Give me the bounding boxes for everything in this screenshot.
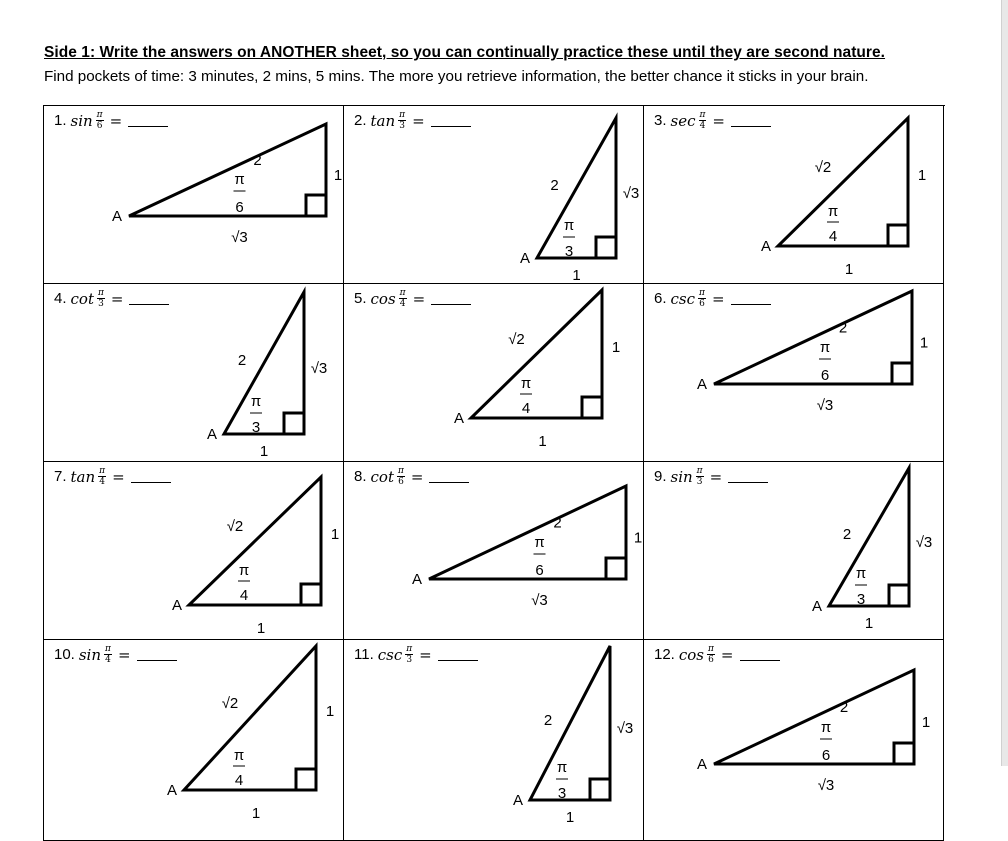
- fraction-numerator: π: [397, 466, 404, 476]
- adjacent-label: 1: [538, 433, 547, 450]
- hypotenuse-label: √2: [226, 518, 244, 535]
- fraction-numerator: π: [97, 288, 104, 298]
- vertical-scrollbar[interactable]: [1001, 0, 1008, 766]
- problem-cell-1: [44, 106, 344, 284]
- angle-numerator: π: [234, 171, 245, 188]
- angle-denominator: 3: [557, 785, 567, 802]
- hypotenuse-label: 2: [253, 152, 262, 169]
- fraction-numerator: π: [105, 644, 111, 654]
- trig-function: cos: [678, 645, 704, 664]
- problem-number: 4.: [54, 290, 67, 307]
- angle-numerator: π: [233, 747, 245, 764]
- adjacent-label: 1: [572, 267, 581, 284]
- problem-cell-11: [344, 640, 644, 841]
- right-angle-marker: [582, 397, 602, 418]
- adjacent-label: √3: [817, 777, 835, 794]
- right-triangle-diagram: [44, 284, 343, 462]
- hypotenuse-label: 2: [553, 514, 562, 532]
- trig-function: csc: [377, 645, 403, 664]
- equals-sign: =: [720, 645, 734, 664]
- fraction-denominator: 4: [105, 655, 111, 665]
- angle-denominator: 3: [251, 419, 261, 436]
- trig-function: csc: [670, 289, 696, 308]
- right-angle-marker: [892, 363, 912, 384]
- angle-denominator: 4: [234, 772, 244, 789]
- fraction-denominator: 6: [96, 121, 103, 131]
- angle-numerator: π: [820, 719, 832, 736]
- opposite-label: 1: [917, 167, 927, 184]
- fraction-denominator: 6: [708, 655, 714, 665]
- right-angle-marker: [889, 585, 909, 606]
- fraction-numerator: π: [708, 644, 714, 654]
- equals-sign: =: [419, 645, 432, 664]
- hypotenuse-label: 2: [839, 699, 849, 716]
- problem-number: 7.: [54, 468, 67, 485]
- problem-row-4: [44, 640, 945, 841]
- angle-numerator: π: [563, 217, 575, 234]
- worksheet-instructions: Find pockets of time: 3 minutes, 2 mins, 5 mins. The more you retrieve information, the better chance it sticks in your brain.: [44, 68, 869, 85]
- problem-number: 6.: [654, 290, 667, 307]
- angle-denominator: 6: [235, 199, 244, 216]
- right-triangle-diagram: [44, 106, 343, 284]
- problem-cell-10: [44, 640, 344, 841]
- right-triangle-diagram: [44, 640, 343, 840]
- problem-cell-4: [44, 284, 344, 462]
- problem-number: 2.: [354, 112, 367, 129]
- fraction-numerator: π: [399, 110, 406, 120]
- trig-function: sin: [70, 111, 93, 130]
- hypotenuse-label: 2: [842, 526, 852, 543]
- trig-function: sin: [670, 467, 693, 486]
- opposite-label: 1: [919, 334, 929, 352]
- problem-number: 3.: [654, 112, 667, 129]
- problem-grid: [43, 105, 945, 841]
- vertex-label-a: A: [206, 426, 217, 443]
- angle-numerator: π: [250, 393, 262, 410]
- angle-numerator: π: [827, 203, 839, 220]
- equals-sign: =: [110, 289, 124, 308]
- angle-denominator: 6: [820, 367, 830, 384]
- trig-function: sin: [78, 645, 102, 664]
- equals-sign: =: [410, 467, 424, 486]
- angle-denominator: 3: [856, 591, 866, 608]
- vertex-label-a: A: [760, 238, 771, 255]
- hypotenuse-label: 2: [237, 352, 247, 369]
- right-triangle-diagram: [44, 462, 343, 640]
- opposite-label: √3: [616, 720, 634, 737]
- problem-cell-12: [644, 640, 944, 841]
- right-triangle-diagram: [344, 462, 643, 640]
- opposite-label: 1: [921, 714, 931, 731]
- triangle-outline: [714, 670, 914, 764]
- fraction-denominator: 6: [699, 299, 705, 309]
- problem-row-1: [44, 106, 945, 284]
- equals-sign: =: [709, 467, 723, 486]
- trig-function: cot: [370, 467, 394, 486]
- hypotenuse-label: 2: [543, 712, 553, 729]
- fraction-numerator: π: [406, 644, 413, 654]
- equals-sign: =: [112, 467, 125, 486]
- vertex-label-a: A: [166, 782, 177, 799]
- right-angle-marker: [888, 225, 908, 246]
- right-angle-marker: [590, 779, 610, 800]
- right-angle-marker: [306, 195, 326, 216]
- vertex-label-a: A: [519, 250, 530, 267]
- angle-numerator: π: [238, 562, 250, 579]
- adjacent-label: 1: [864, 615, 874, 632]
- problem-cell-8: [344, 462, 644, 640]
- hypotenuse-label: 2: [550, 177, 559, 194]
- opposite-label: 1: [633, 529, 643, 547]
- problem-row-2: [44, 284, 945, 462]
- adjacent-label: 1: [251, 805, 261, 822]
- trig-function: tan: [70, 467, 96, 486]
- opposite-label: 1: [333, 167, 343, 184]
- fraction-numerator: π: [699, 288, 705, 298]
- equals-sign: =: [711, 289, 725, 308]
- adjacent-label: √3: [816, 397, 834, 414]
- right-angle-marker: [301, 584, 321, 605]
- problem-cell-6: [644, 284, 944, 462]
- angle-denominator: 4: [828, 228, 838, 245]
- equals-sign: =: [712, 111, 725, 130]
- equals-sign: =: [117, 645, 131, 664]
- right-angle-marker: [296, 769, 316, 790]
- vertex-label-a: A: [512, 792, 523, 809]
- problem-cell-5: [344, 284, 644, 462]
- right-triangle-diagram: [644, 284, 943, 462]
- problem-row-3: [44, 462, 945, 640]
- hypotenuse-label: √2: [221, 695, 239, 712]
- triangle-outline: [429, 486, 626, 579]
- adjacent-label: 1: [844, 261, 854, 278]
- angle-denominator: 6: [821, 747, 831, 764]
- opposite-label: √3: [310, 360, 328, 377]
- equals-sign: =: [109, 111, 123, 130]
- fraction-denominator: 4: [699, 121, 706, 131]
- opposite-label: 1: [330, 526, 340, 543]
- problem-number: 12.: [654, 646, 675, 663]
- trig-function: cot: [70, 289, 94, 308]
- fraction-denominator: 3: [399, 121, 405, 131]
- right-triangle-diagram: [344, 640, 643, 840]
- adjacent-label: √3: [231, 229, 248, 246]
- fraction-denominator: 3: [98, 299, 104, 309]
- fraction-denominator: 6: [398, 477, 404, 487]
- hypotenuse-label: 2: [838, 319, 848, 337]
- fraction-denominator: 3: [406, 655, 413, 665]
- equals-sign: =: [412, 289, 426, 308]
- vertex-label-a: A: [811, 598, 822, 615]
- problem-number: 11.: [354, 646, 374, 663]
- fraction-numerator: π: [696, 466, 703, 476]
- problem-number: 8.: [354, 468, 367, 485]
- right-triangle-diagram: [344, 284, 643, 462]
- angle-denominator: 3: [564, 243, 574, 260]
- problem-number: 10.: [54, 646, 75, 663]
- vertex-label-a: A: [696, 376, 707, 393]
- fraction-numerator: π: [399, 288, 406, 298]
- fraction-numerator: π: [99, 466, 106, 476]
- hypotenuse-label: √2: [508, 331, 525, 348]
- problem-cell-3: [644, 106, 944, 284]
- opposite-label: √3: [622, 185, 640, 202]
- hypotenuse-label: √2: [814, 159, 832, 176]
- trig-function: sec: [670, 111, 696, 130]
- fraction-numerator: π: [699, 110, 706, 120]
- adjacent-label: √3: [531, 592, 548, 609]
- angle-denominator: 6: [535, 562, 544, 579]
- adjacent-label: 1: [256, 620, 266, 637]
- vertex-label-a: A: [171, 597, 182, 614]
- problem-number: 9.: [654, 468, 667, 485]
- triangle-outline: [530, 646, 610, 800]
- problem-cell-7: [44, 462, 344, 640]
- angle-denominator: 4: [521, 400, 531, 417]
- angle-denominator: 4: [239, 587, 249, 604]
- problem-number: 1.: [54, 112, 67, 129]
- fraction-denominator: 3: [696, 477, 703, 487]
- right-angle-marker: [894, 743, 914, 764]
- opposite-label: √3: [915, 534, 933, 551]
- problem-cell-9: [644, 462, 944, 640]
- vertex-label-a: A: [411, 571, 422, 588]
- vertex-label-a: A: [111, 208, 122, 225]
- angle-numerator: π: [819, 339, 831, 356]
- vertex-label-a: A: [453, 410, 464, 427]
- right-angle-marker: [284, 413, 304, 434]
- angle-numerator: π: [855, 565, 867, 582]
- equals-sign: =: [412, 111, 425, 130]
- right-triangle-diagram: [644, 640, 943, 840]
- trig-function: cos: [370, 289, 396, 308]
- fraction-denominator: 4: [399, 299, 406, 309]
- angle-numerator: π: [556, 759, 568, 776]
- fraction-numerator: π: [96, 110, 103, 120]
- worksheet-title: Side 1: Write the answers on ANOTHER sheet, so you can continually practice these until they are second nature.: [44, 44, 886, 61]
- angle-numerator: π: [534, 534, 545, 551]
- problem-cell-2: [344, 106, 644, 284]
- adjacent-label: 1: [565, 809, 575, 826]
- right-triangle-diagram: [644, 462, 943, 640]
- triangle-outline: [129, 124, 326, 216]
- angle-numerator: π: [520, 375, 532, 392]
- right-triangle-diagram: [344, 106, 643, 284]
- fraction-denominator: 4: [99, 477, 105, 487]
- vertex-label-a: A: [696, 756, 707, 773]
- opposite-label: 1: [611, 339, 621, 356]
- right-angle-marker: [596, 237, 616, 258]
- triangle-outline: [711, 289, 912, 384]
- opposite-label: 1: [325, 703, 335, 720]
- problem-number: 5.: [354, 290, 367, 307]
- right-triangle-diagram: [644, 106, 943, 284]
- adjacent-label: 1: [259, 443, 269, 460]
- trig-function: tan: [370, 111, 396, 130]
- right-angle-marker: [606, 558, 626, 579]
